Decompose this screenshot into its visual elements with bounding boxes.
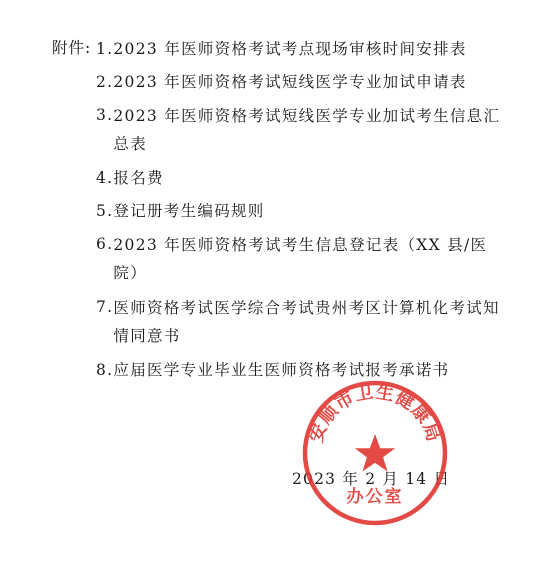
- seal-bottom-text: 办公室: [346, 487, 404, 507]
- list-item: [96, 294, 506, 350]
- attachment-list: [96, 36, 506, 390]
- issue-date: 2023 年 2 月 14 日: [292, 470, 451, 488]
- star-icon: [355, 434, 395, 472]
- list-item: [96, 231, 506, 287]
- list-item: [96, 198, 506, 224]
- item-number: 4.: [96, 169, 114, 187]
- item-text: 2023 年医师资格考试短线医学专业加试申请表: [113, 73, 467, 91]
- item-number: 2.: [96, 73, 114, 91]
- item-number: 8.: [96, 361, 114, 379]
- item-text: 2023 年医师资格考试考生信息登记表（XX 县/医院）: [113, 236, 488, 282]
- item-text: 2023 年医师资格考试考点现场审核时间安排表: [113, 40, 467, 58]
- item-text: 2023 年医师资格考试短线医学专业加试考生信息汇总表: [113, 107, 501, 153]
- list-item: [96, 36, 506, 62]
- item-number: 6.: [96, 235, 114, 253]
- item-number: 1.: [96, 40, 114, 58]
- item-number: 7.: [96, 298, 114, 316]
- item-text: 医师资格考试医学综合考试贵州考区计算机化考试知情同意书: [113, 299, 500, 345]
- list-item: [96, 165, 506, 191]
- official-seal: [300, 378, 450, 528]
- list-item: [96, 69, 506, 95]
- item-text: 登记册考生编码规则: [113, 202, 265, 220]
- item-text: 应届医学专业毕业生医师资格考试报考承诺书: [113, 361, 450, 379]
- list-item: [96, 102, 506, 158]
- item-number: 5.: [96, 202, 114, 220]
- attachments-label: 附件:: [52, 39, 92, 57]
- seal-icon: [300, 378, 450, 528]
- item-text: 报名费: [113, 169, 164, 187]
- seal-top-text: 安顺市卫生健康局: [305, 381, 445, 446]
- item-number: 3.: [96, 106, 114, 124]
